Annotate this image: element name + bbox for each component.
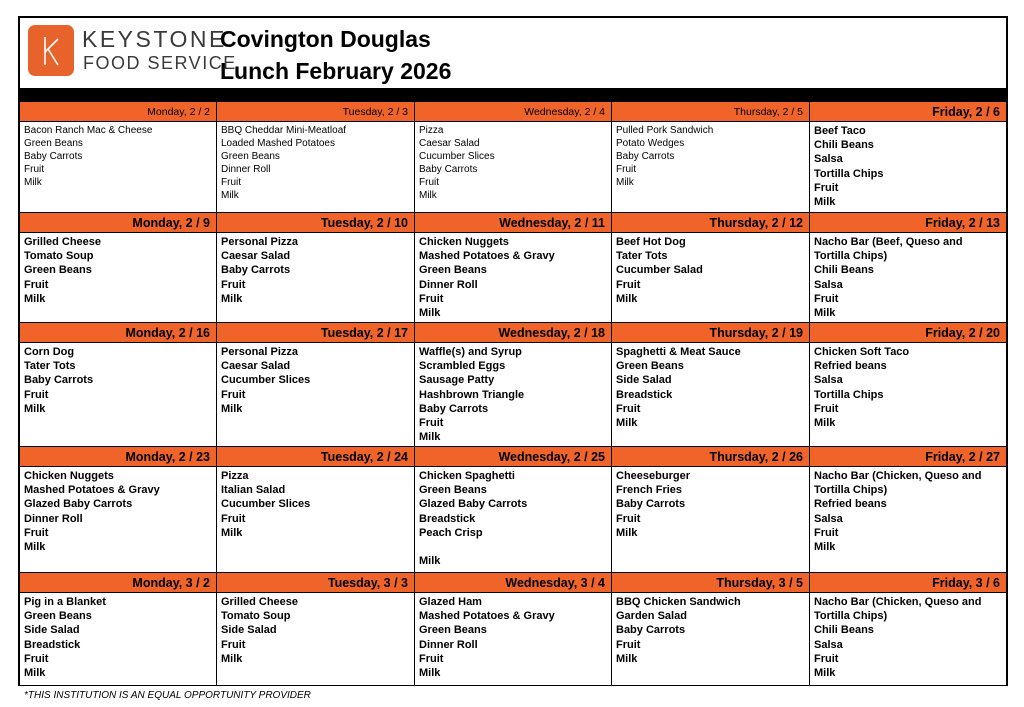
menu-item-list [20,593,216,680]
menu-item-list [810,343,1006,430]
menu-item: Fruit [221,638,246,651]
menu-item-list [20,467,216,554]
day-cell [20,573,217,686]
menu-item: Fruit [221,512,246,525]
menu-item: Pulled Pork Sandwich [616,125,714,136]
day-date-header: Monday, 2 / 2 [20,102,216,122]
menu-item-list [20,343,216,416]
menu-item: Fruit [616,164,636,175]
menu-item: Green Beans [24,264,92,277]
menu-item: Milk [419,190,437,201]
menu-item: Hashbrown Triangle [419,388,525,401]
menu-item: Fruit [814,652,839,665]
menu-item: Salsa [814,374,843,387]
menu-item: Baby Carrots [419,164,478,175]
menu-item: Milk [814,541,836,554]
menu-item: Milk [221,652,243,665]
menu-item-list [415,467,611,568]
menu-item: Refried beans [814,360,887,373]
menu-item-list [612,233,809,306]
menu-item-list [415,593,611,680]
day-cell [810,323,1006,447]
menu-item-list [217,122,414,202]
header-divider [20,88,1006,102]
menu-item: Milk [221,190,239,201]
day-date-header: Thursday, 2 / 26 [612,447,809,467]
menu-item: Milk [24,667,46,680]
day-date-header: Thursday, 3 / 5 [612,573,809,593]
keystone-k-logo-icon [28,25,74,76]
day-cell [612,213,810,323]
day-cell [810,447,1006,573]
day-date-header: Monday, 3 / 2 [20,573,216,593]
menu-item-list [217,343,414,416]
menu-item: Side Salad [616,374,672,387]
day-date-header: Monday, 2 / 23 [20,447,216,467]
day-cell [217,573,415,686]
menu-item: Spaghetti & Meat Sauce [616,346,741,358]
menu-item: Green Beans [24,610,92,623]
day-cell [217,323,415,447]
menu-item: Glazed Ham [419,596,482,608]
menu-item: BBQ Chicken Sandwich [616,596,741,608]
menu-item-list [612,122,809,189]
day-cell [810,573,1006,686]
menu-item: Italian Salad [221,484,286,497]
menu-item: Breadstick [24,638,81,651]
menu-item: Pizza [419,125,444,136]
menu-item: Milk [24,541,46,554]
menu-item: Dinner Roll [419,638,478,651]
menu-item-list [810,467,1006,554]
menu-calendar-grid [20,102,1006,686]
menu-item: Fruit [24,526,49,539]
day-cell [217,447,415,573]
menu-item: Caesar Salad [221,250,291,263]
day-cell [810,213,1006,323]
menu-item: Tomato Soup [24,250,94,263]
menu-item: Milk [814,417,836,430]
menu-item: Fruit [814,402,839,415]
day-cell [415,323,612,447]
menu-item: Pizza [221,470,249,482]
menu-item: Milk [616,417,638,430]
day-date-header: Friday, 2 / 27 [810,447,1006,467]
menu-item: Peach Crisp [419,526,483,539]
menu-item: Chili Beans [814,264,874,277]
day-cell [217,102,415,213]
menu-item-list [415,233,611,320]
day-date-header: Friday, 2 / 6 [810,102,1006,122]
menu-item: Fruit [616,278,641,291]
menu-item-list [810,593,1006,680]
day-cell [415,213,612,323]
day-cell [20,102,217,213]
menu-item: Cheeseburger [616,470,690,482]
menu-item: Beef Hot Dog [616,236,686,248]
day-date-header: Wednesday, 2 / 18 [415,323,611,343]
menu-header [20,18,1006,88]
day-cell [415,573,612,686]
menu-item: Milk [419,667,441,680]
menu-item: Baby Carrots [24,151,83,162]
menu-item: Dinner Roll [221,164,271,175]
menu-item: Tater Tots [24,360,76,373]
menu-item: Garden Salad [616,610,687,623]
menu-item: Mashed Potatoes & Gravy [419,250,555,263]
menu-item: Chicken Spaghetti [419,470,515,482]
menu-item: Chicken Soft Taco [814,346,910,358]
menu-item: Green Beans [419,264,487,277]
menu-item: Pig in a Blanket [24,596,106,608]
day-date-header: Tuesday, 2 / 17 [217,323,414,343]
day-cell [217,213,415,323]
menu-item: Green Beans [221,151,280,162]
menu-item: Personal Pizza [221,236,299,248]
menu-item: Tortilla Chips [814,388,884,401]
menu-item-list [415,343,611,444]
menu-item: Dinner Roll [24,512,83,525]
menu-item-list [612,467,809,540]
menu-frame [18,16,1008,686]
day-date-header: Thursday, 2 / 12 [612,213,809,233]
menu-item: Milk [221,526,243,539]
day-cell [810,102,1006,213]
menu-item: Bacon Ranch Mac & Cheese [24,125,153,136]
menu-item: Fruit [616,512,641,525]
menu-item: Baby Carrots [419,402,489,415]
menu-item: Grilled Cheese [24,236,102,248]
menu-item: Milk [616,526,638,539]
menu-item: Glazed Baby Carrots [419,498,528,511]
menu-item: Baby Carrots [24,374,94,387]
menu-item-list [217,467,414,540]
menu-item: Milk [814,196,836,209]
day-date-header: Tuesday, 3 / 3 [217,573,414,593]
day-cell [20,323,217,447]
menu-item: Chicken Nuggets [419,236,509,248]
menu-item: Breadstick [616,388,673,401]
footer-note: *THIS INSTITUTION IS AN EQUAL OPPORTUNITY PROVIDER [24,690,311,701]
menu-item: Nacho Bar (Chicken, Queso and Tortilla Chips) [814,470,982,497]
menu-item: Baby Carrots [616,151,675,162]
menu-item: Tater Tots [616,250,668,263]
menu-item-list [217,233,414,306]
menu-item: Salsa [814,153,843,166]
day-cell [415,102,612,213]
menu-item: Personal Pizza [221,346,299,358]
menu-item: Mashed Potatoes & Gravy [24,484,160,497]
menu-item: Caesar Salad [419,138,480,149]
menu-item: Nacho Bar (Chicken, Queso and Tortilla Chips) [814,596,982,623]
menu-item: Side Salad [221,624,277,637]
menu-item: Milk [616,292,638,305]
menu-item: Green Beans [419,624,487,637]
brand-name: KEYSTONE [82,26,227,52]
day-date-header: Wednesday, 3 / 4 [415,573,611,593]
day-date-header: Tuesday, 2 / 24 [217,447,414,467]
menu-item: Nacho Bar (Beef, Queso and Tortilla Chips) [814,236,963,263]
menu-item: Fruit [221,177,241,188]
menu-item: Milk [24,177,42,188]
menu-item: Waffle(s) and Syrup [419,346,522,358]
menu-item: Milk [24,402,46,415]
day-cell [415,447,612,573]
day-date-header: Friday, 3 / 6 [810,573,1006,593]
menu-item [419,540,611,554]
menu-item: Cucumber Slices [419,151,495,162]
menu-item: Cucumber Slices [221,498,311,511]
menu-item: Baby Carrots [221,264,291,277]
menu-item: Fruit [221,388,246,401]
day-date-header: Thursday, 2 / 19 [612,323,809,343]
menu-item: Fruit [814,292,839,305]
day-date-header: Friday, 2 / 20 [810,323,1006,343]
menu-item: Fruit [24,388,49,401]
menu-item: Dinner Roll [419,278,478,291]
menu-item: Fruit [419,417,444,430]
day-cell [612,447,810,573]
menu-item: Salsa [814,638,843,651]
menu-item: Refried beans [814,498,887,511]
menu-item-list [415,122,611,202]
brand-subtitle: FOOD SERVICE [83,53,237,73]
menu-item: Tortilla Chips [814,167,884,180]
menu-item: Scrambled Eggs [419,360,506,373]
day-date-header: Tuesday, 2 / 3 [217,102,414,122]
menu-item: French Fries [616,484,683,497]
menu-item-list [612,343,809,430]
menu-item: Fruit [221,278,246,291]
menu-item-list [20,233,216,306]
menu-item: Sausage Patty [419,374,495,387]
menu-item: Milk [221,292,243,305]
day-cell [20,213,217,323]
menu-item: Baby Carrots [616,498,686,511]
menu-item: Fruit [616,638,641,651]
menu-item: Beef Taco [814,125,866,137]
menu-item-list [612,593,809,666]
menu-item: Milk [814,667,836,680]
menu-item: Fruit [419,292,444,305]
menu-item: Milk [616,177,634,188]
menu-item: Green Beans [24,138,83,149]
menu-item: Cucumber Slices [221,374,311,387]
menu-item: Milk [24,292,46,305]
menu-item: Fruit [814,526,839,539]
day-date-header: Wednesday, 2 / 25 [415,447,611,467]
menu-item: Tomato Soup [221,610,291,623]
menu-item: Milk [616,652,638,665]
menu-item: Fruit [24,278,49,291]
menu-item: Fruit [419,177,439,188]
day-date-header: Monday, 2 / 16 [20,323,216,343]
day-cell [612,102,810,213]
menu-item: Grilled Cheese [221,596,299,608]
menu-item: Chicken Nuggets [24,470,114,482]
menu-item: Chili Beans [814,624,874,637]
menu-item: Salsa [814,512,843,525]
menu-item: Chili Beans [814,139,874,152]
menu-item: Milk [419,431,441,444]
menu-item: Milk [419,307,441,320]
school-title: Covington Douglas [220,26,431,52]
menu-item: Glazed Baby Carrots [24,498,133,511]
menu-item: Milk [221,402,243,415]
day-date-header: Tuesday, 2 / 10 [217,213,414,233]
menu-item: Mashed Potatoes & Gravy [419,610,555,623]
menu-item: BBQ Cheddar Mini-Meatloaf [221,125,347,136]
day-date-header: Thursday, 2 / 5 [612,102,809,122]
day-date-header: Wednesday, 2 / 11 [415,213,611,233]
day-date-header: Friday, 2 / 13 [810,213,1006,233]
menu-item: Potato Wedges [616,138,685,149]
menu-item: Milk [419,555,441,568]
menu-item: Side Salad [24,624,80,637]
menu-item: Salsa [814,278,843,291]
menu-item: Green Beans [616,360,684,373]
day-cell [20,447,217,573]
menu-item-list [20,122,216,189]
menu-item: Fruit [814,181,839,194]
menu-item-list [810,122,1006,209]
menu-item-list [810,233,1006,320]
menu-item: Baby Carrots [616,624,686,637]
day-cell [612,573,810,686]
menu-item: Green Beans [419,484,487,497]
menu-item: Fruit [616,402,641,415]
day-date-header: Monday, 2 / 9 [20,213,216,233]
day-cell [612,323,810,447]
menu-title: Lunch February 2026 [220,58,452,84]
menu-item: Corn Dog [24,346,75,358]
menu-item: Caesar Salad [221,360,291,373]
menu-item: Cucumber Salad [616,264,703,277]
day-date-header: Wednesday, 2 / 4 [415,102,611,122]
menu-item: Fruit [419,652,444,665]
menu-item: Fruit [24,652,49,665]
menu-item-list [217,593,414,666]
menu-item: Fruit [24,164,44,175]
menu-item: Breadstick [419,512,476,525]
menu-item: Loaded Mashed Potatoes [221,138,335,149]
menu-item: Milk [814,307,836,320]
